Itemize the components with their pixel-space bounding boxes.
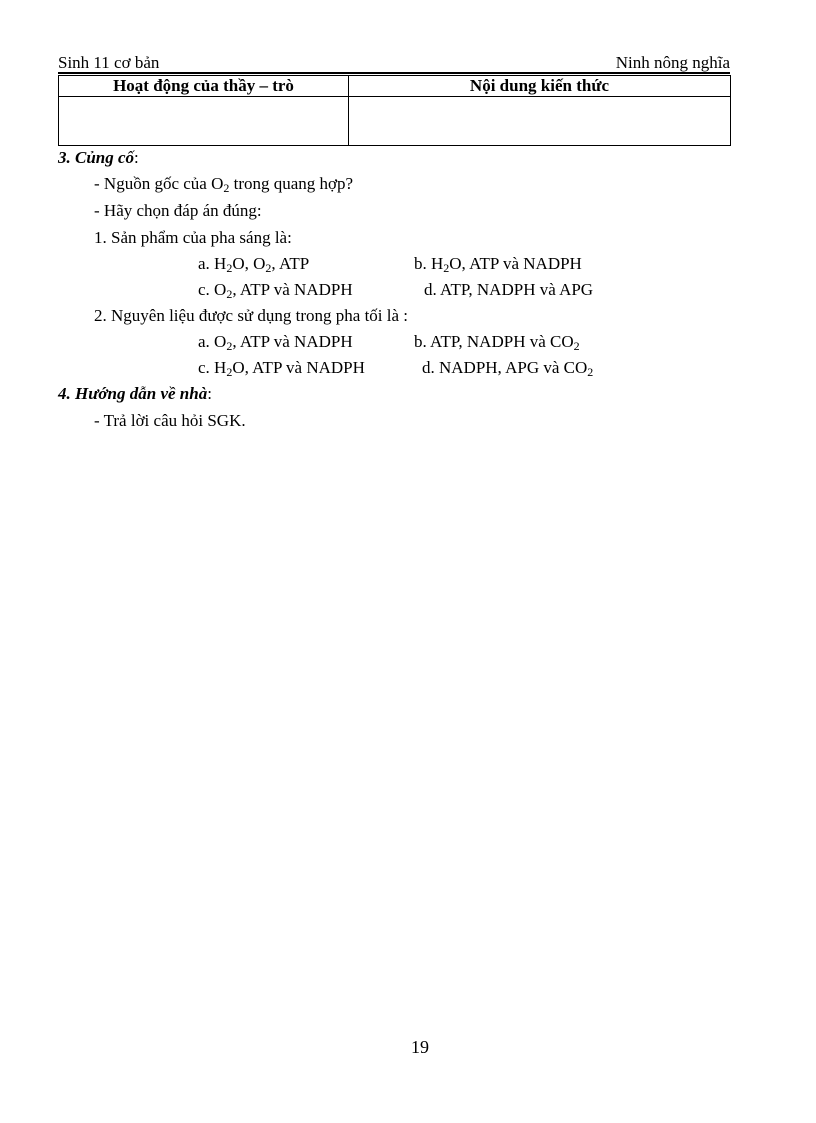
q1-option-d: d. ATP, NADPH và APG — [424, 280, 594, 299]
lesson-table — [58, 75, 731, 146]
page-header — [58, 52, 730, 74]
text-part: c. H — [198, 358, 227, 377]
subscript: 2 — [226, 261, 233, 275]
q2-option-c — [198, 358, 365, 378]
question-2: 2. Nguyên liệu được sử dụng trong pha tối là : — [94, 306, 409, 325]
text-part: , ATP và NADPH — [232, 280, 353, 299]
header-author: Ninh nông nghĩa — [615, 53, 730, 72]
q2-option-b — [414, 332, 580, 352]
homework-item: - Trả lời câu hỏi SGK. — [94, 411, 246, 430]
subscript: 2 — [226, 365, 233, 379]
subscript: 2 — [226, 339, 233, 353]
table-row — [59, 97, 731, 146]
text-part: O, ATP và NADPH — [449, 254, 582, 273]
q1-option-c — [198, 280, 353, 300]
section-3-title: 3. Củng cố — [58, 148, 135, 167]
table-header-activities: Hoạt động của thầy – trò — [59, 76, 349, 97]
text-part: O, O — [232, 254, 266, 273]
header-subject: Sinh 11 cơ bản — [58, 53, 160, 72]
section-4-title: 4. Hướng dẫn về nhà — [58, 384, 208, 403]
subscript: 2 — [226, 287, 233, 301]
text-part: d. NADPH, APG và CO — [422, 358, 588, 377]
section-3-colon: : — [134, 148, 139, 167]
q1-option-a — [198, 254, 309, 274]
table-cell-activities — [59, 97, 349, 146]
q2-option-a — [198, 332, 353, 352]
section-3-heading — [58, 148, 139, 168]
subscript: 2 — [587, 365, 594, 379]
instruction-choose: - Hãy chọn đáp án đúng: — [94, 201, 262, 220]
table-header-content: Nội dung kiến thức — [349, 76, 731, 97]
text-part: b. ATP, NADPH và CO — [414, 332, 574, 351]
question-1: 1. Sản phẩm của pha sáng là: — [94, 228, 292, 247]
text-part: a. O — [198, 332, 227, 351]
text-part: , ATP — [271, 254, 310, 273]
subscript: 2 — [573, 339, 580, 353]
text-part: a. H — [198, 254, 227, 273]
subscript: 2 — [265, 261, 272, 275]
question-oxygen-origin — [94, 174, 353, 194]
text-part: trong quang hợp? — [229, 174, 354, 193]
text-part: - Nguồn gốc của O — [94, 174, 224, 193]
table-cell-content — [349, 97, 731, 146]
section-4-heading — [58, 384, 212, 404]
page-number: 19 — [411, 1037, 429, 1057]
subscript: 2 — [443, 261, 450, 275]
text-part: b. H — [414, 254, 444, 273]
text-part: O, ATP và NADPH — [232, 358, 365, 377]
subscript: 2 — [223, 181, 230, 195]
text-part: , ATP và NADPH — [232, 332, 353, 351]
q2-option-d — [422, 358, 593, 378]
text-part: c. O — [198, 280, 227, 299]
section-4-colon: : — [207, 384, 212, 403]
q1-option-b — [414, 254, 582, 274]
